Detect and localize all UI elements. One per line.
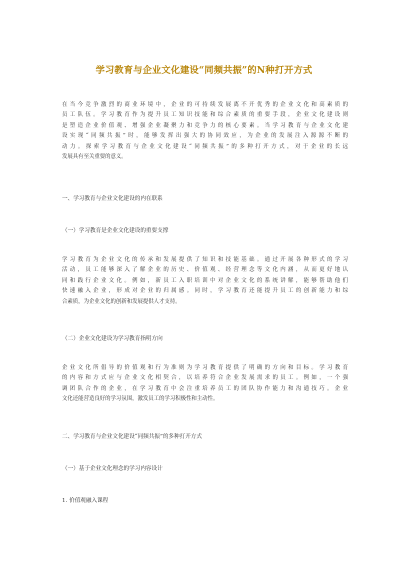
document-title: 学习教育与企业文化建设“同频共振”的N种打开方式 <box>95 65 313 76</box>
text-line: 学习教育为企业文化的传承和发展提供了知识和技能基础。通过开展各种形式的学习 <box>62 257 348 263</box>
text-line: 文化还能营造良好的学习氛围，激发员工的学习积极性和主动性。 <box>62 396 219 403</box>
subsection-2-paragraph <box>62 363 348 405</box>
text-line: 同和践行企业文化。例如，新员工入职培训中对企业文化的系统讲解，能够帮助他们 <box>62 277 348 284</box>
subsection-heading-3: （一）基于企业文化理念的学习内容设计 <box>62 466 163 472</box>
subsection-heading-1: （一）学习教育是企业文化建设的重要支撑 <box>62 228 169 234</box>
text-line: 发展具有至关重要的意义。 <box>62 154 127 161</box>
item-heading-1: 1. 价值观融入课程 <box>62 498 109 504</box>
text-line: 是塑造企业价值观、增强企业凝聚力和竞争力的核心要素。当学习教育与企业文化建 <box>62 122 348 129</box>
section-heading-1: 一、学习教育与企业文化建设的内在联系 <box>62 196 163 202</box>
text-line: 调团队合作的企业，在学习教育中会注重培养员工的团队协作能力和沟通技巧。企业 <box>62 385 348 392</box>
section-heading-2: 二、学习教育与企业文化建设“同频共振”的多种打开方式 <box>62 434 202 440</box>
text-line: 活动，员工能够深入了解企业的历史、价值观、经营理念等文化内涵，从而更好地认 <box>62 267 348 274</box>
text-line: 设实现“同频共振”时，能够发挥出强大的协同效应，为企业的发展注入源源不断的 <box>62 133 348 140</box>
text-line: 员工队伍。学习教育作为提升员工知识技能和综合素质的重要手段，企业文化建设则 <box>62 112 348 119</box>
subsection-1-paragraph <box>62 255 348 307</box>
text-line: 快速融入企业，形成对企业的归属感。同时，学习教育还能提升员工的创新能力和综 <box>62 288 348 295</box>
text-line: 的内容和方式应与企业文化相契合，以培养符合企业发展需求的员工。例如，一个强 <box>62 375 348 382</box>
text-line: 企业文化所倡导的价值观和行为准则为学习教育提供了明确的方向和目标。学习教育 <box>62 365 348 371</box>
text-line: 合素质，为企业文化的创新和发展提供人才支持。 <box>62 298 181 305</box>
intro-paragraph <box>62 100 348 162</box>
subsection-heading-2: （二）企业文化建设为学习教育指明方向 <box>62 336 163 342</box>
text-line: 在当今竞争激烈的商业环境中，企业的可持续发展离不开优秀的企业文化和高素质的 <box>62 102 348 108</box>
text-line: 动力。探索学习教育与企业文化建设“同频共振”的多种打开方式，对于企业的长远 <box>62 143 348 150</box>
